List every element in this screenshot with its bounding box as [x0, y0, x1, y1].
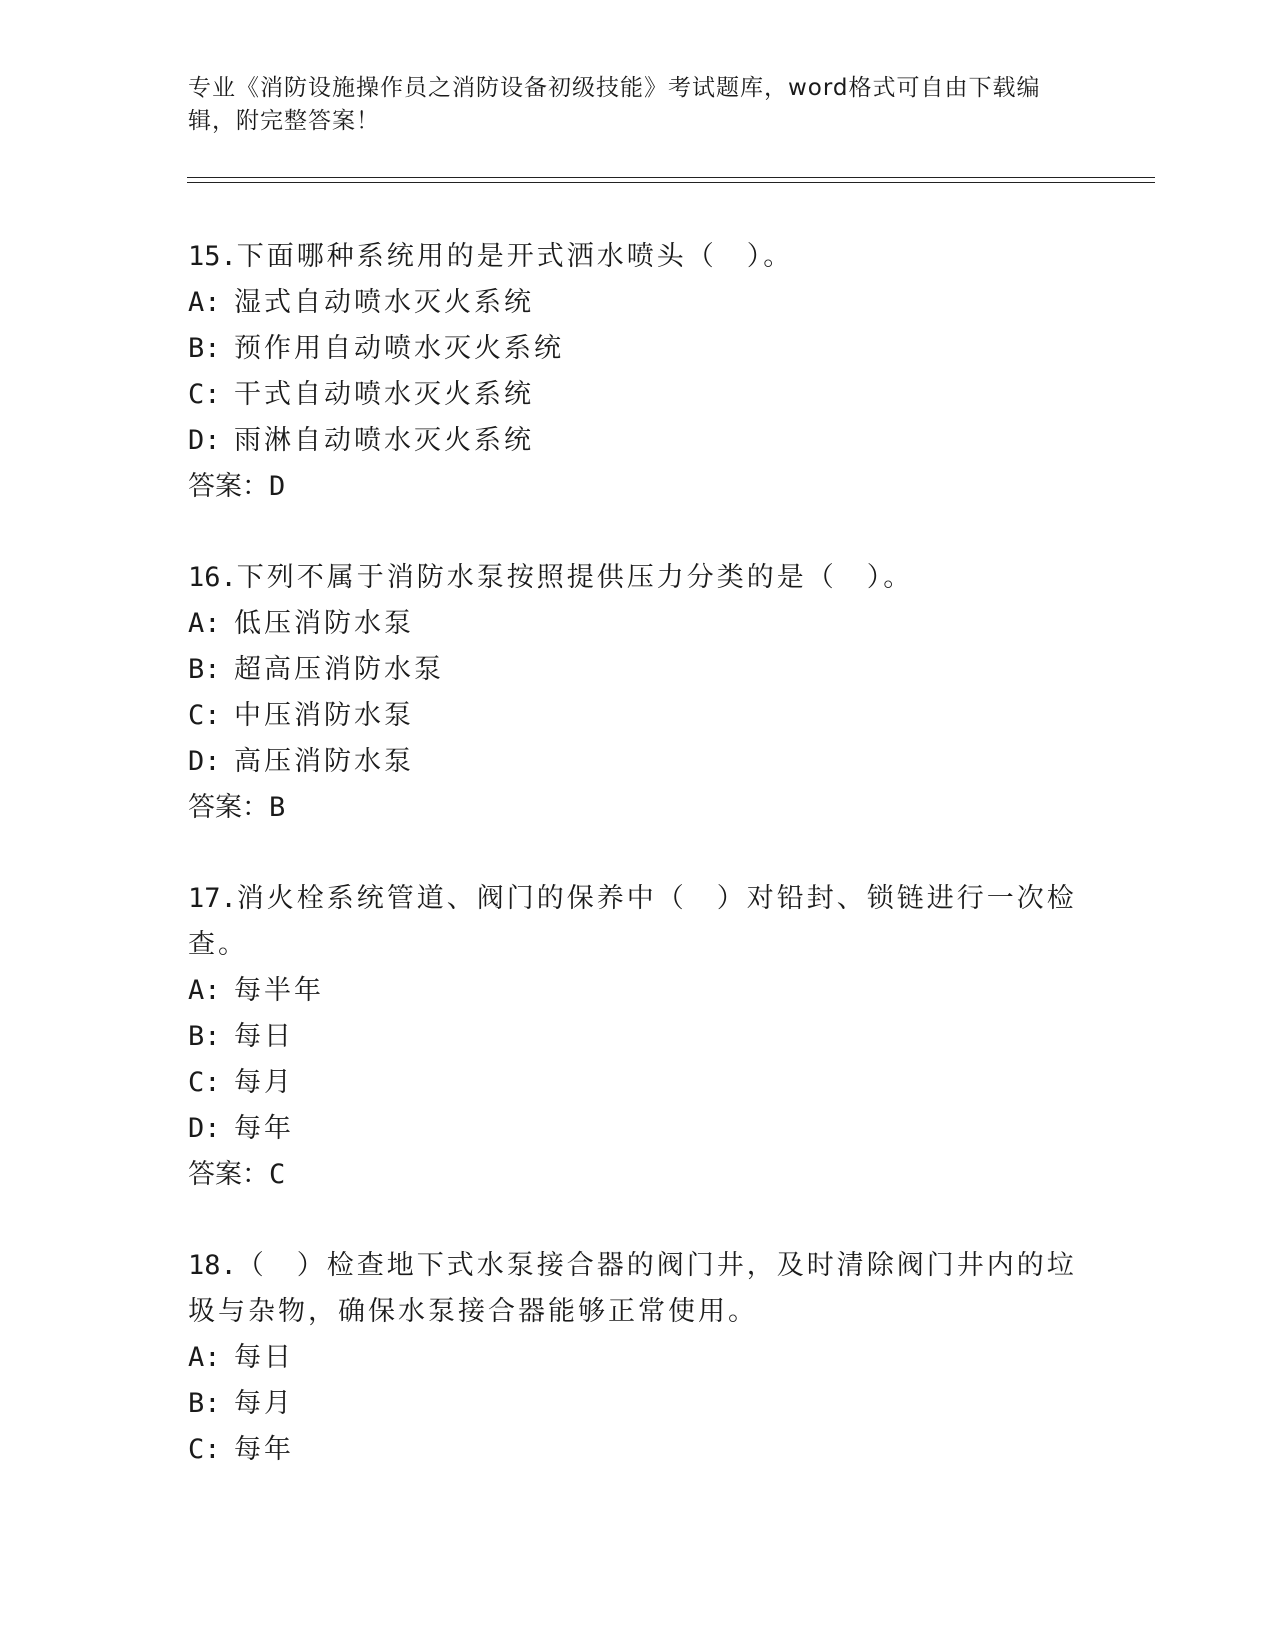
answer-line [188, 1152, 1088, 1198]
question-stem [188, 234, 1078, 280]
option-a [188, 280, 1088, 326]
option-key: D: [188, 746, 221, 777]
option-a [188, 968, 1088, 1014]
option-key: A: [188, 608, 221, 639]
option-c [188, 1060, 1088, 1106]
option-b [188, 1014, 1088, 1060]
question-text: （ ）检查地下式水泵接合器的阀门井，及时清除阀门井内的垃圾与杂物，确保水泵接合器能够正常使用。 [188, 1250, 1077, 1327]
option-b [188, 1381, 1088, 1427]
option-c [188, 372, 1088, 418]
option-d [188, 418, 1088, 464]
option-a [188, 601, 1088, 647]
option-text: 超高压消防水泵 [234, 654, 444, 685]
option-d [188, 739, 1088, 785]
question-18 [188, 1243, 1088, 1473]
answer-label: 答案： [188, 792, 269, 823]
question-text: 下列不属于消防水泵按照提供压力分类的是（ ）。 [236, 562, 914, 593]
question-number: 17. [188, 883, 237, 914]
answer-value: C [269, 1159, 286, 1190]
option-key: B: [188, 654, 221, 685]
answer-value: D [269, 471, 286, 502]
question-list [188, 234, 1088, 1518]
option-text: 每月 [234, 1067, 294, 1098]
question-stem [188, 1243, 1078, 1335]
question-15 [188, 234, 1088, 510]
option-key: A: [188, 287, 221, 318]
option-key: B: [188, 1021, 221, 1052]
option-text: 高压消防水泵 [234, 746, 414, 777]
answer-label: 答案： [188, 1159, 269, 1190]
option-text: 湿式自动喷水灭火系统 [234, 287, 534, 318]
option-key: B: [188, 1388, 221, 1419]
option-key: C: [188, 700, 221, 731]
option-text: 每月 [234, 1388, 294, 1419]
option-text: 预作用自动喷水灭火系统 [234, 333, 564, 364]
option-text: 中压消防水泵 [234, 700, 414, 731]
header-rule-top [187, 177, 1155, 178]
option-key: B: [188, 333, 221, 364]
option-d [188, 1106, 1088, 1152]
question-17 [188, 876, 1088, 1198]
option-text: 雨淋自动喷水灭火系统 [234, 425, 534, 456]
question-stem [188, 555, 1078, 601]
question-text: 下面哪种系统用的是开式洒水喷头（ ）。 [236, 241, 794, 272]
option-b [188, 647, 1088, 693]
option-text: 每日 [234, 1021, 294, 1052]
question-text: 消火栓系统管道、阀门的保养中（ ）对铅封、锁链进行一次检查。 [188, 883, 1077, 960]
option-key: D: [188, 425, 221, 456]
question-number: 16. [188, 562, 237, 593]
option-text: 每年 [234, 1434, 294, 1465]
option-key: A: [188, 1342, 221, 1373]
option-key: D: [188, 1113, 221, 1144]
answer-line [188, 785, 1088, 831]
option-c [188, 693, 1088, 739]
option-text: 每日 [234, 1342, 294, 1373]
answer-value: B [269, 792, 286, 823]
option-text: 干式自动喷水灭火系统 [234, 379, 534, 410]
document-header: 专业《消防设施操作员之消防设备初级技能》考试题库，word格式可自由下载编辑，附完整答案！ [188, 75, 1041, 134]
header-rule-bottom [187, 182, 1155, 183]
question-number: 15. [188, 241, 237, 272]
option-b [188, 326, 1088, 372]
answer-label: 答案： [188, 471, 269, 502]
option-text: 低压消防水泵 [234, 608, 414, 639]
option-key: C: [188, 1067, 221, 1098]
question-16 [188, 555, 1088, 831]
option-key: C: [188, 1434, 221, 1465]
option-text: 每年 [234, 1113, 294, 1144]
option-c [188, 1427, 1088, 1473]
question-stem [188, 876, 1078, 968]
option-a [188, 1335, 1088, 1381]
question-number: 18. [188, 1250, 237, 1281]
option-text: 每半年 [234, 975, 324, 1006]
option-key: A: [188, 975, 221, 1006]
option-key: C: [188, 379, 221, 410]
answer-line [188, 464, 1088, 510]
